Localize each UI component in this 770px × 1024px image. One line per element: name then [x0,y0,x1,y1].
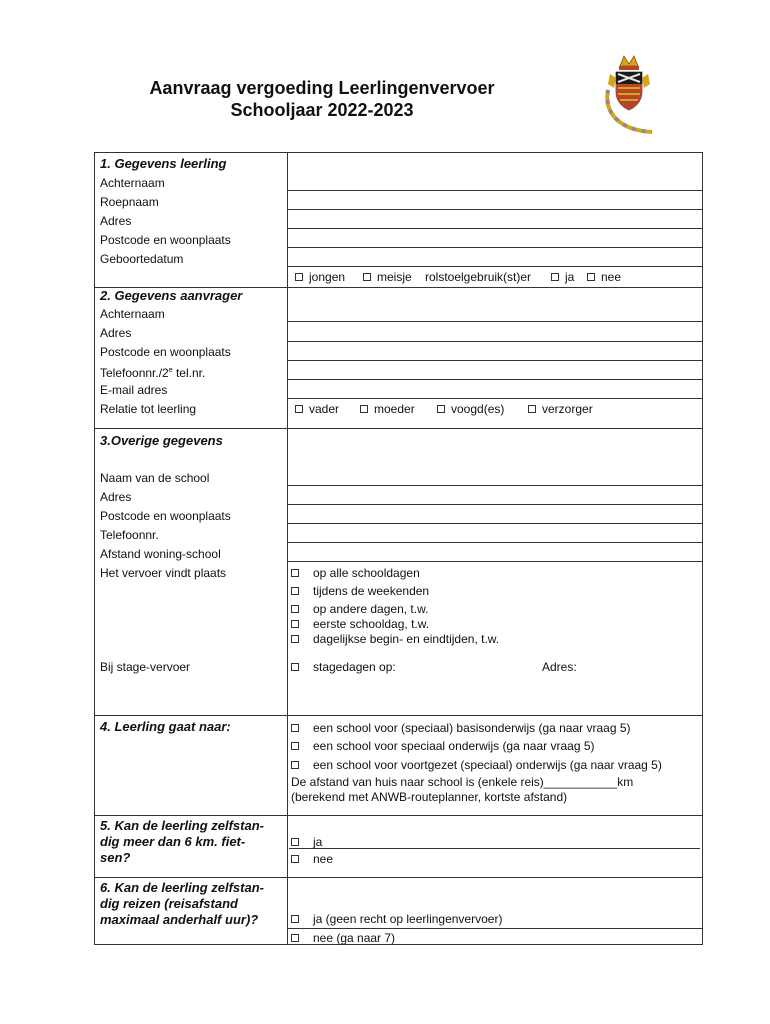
field-line [287,360,703,361]
distance-statement: De afstand van huis naar school is (enkele reis)___________km [291,775,634,789]
section-heading-cycling: dig meer dan 6 km. fiet- [100,834,246,849]
field-line [287,321,703,322]
section-divider [94,428,703,429]
field-label-surname: Achternaam [100,176,165,190]
field-label-email: E-mail adres [100,383,168,397]
field-label-postcode-city: Postcode en woonplaats [100,233,231,247]
option-label-no: nee [601,270,622,284]
field-label-phone [100,364,205,380]
checkbox-school-basic[interactable] [291,724,299,732]
option-label-yes: ja [565,270,575,284]
phone-label-superscript: e [168,367,173,374]
checkbox-boy[interactable] [295,273,303,281]
checkbox-travel-no[interactable] [291,934,299,942]
field-line [287,209,703,210]
option-label-girl: meisje [377,270,412,284]
checkbox-cycling-yes[interactable] [291,838,299,846]
section-heading-school-type: 4. Leerling gaat naar: [100,719,231,734]
checkbox-transport-daily-times[interactable] [291,635,299,643]
section-divider [94,877,703,878]
field-label-school-name: Naam van de school [100,471,210,485]
section-heading-student: 1. Gegevens leerling [100,156,227,171]
section-divider [94,815,703,816]
page-subtitle: Schooljaar 2022-2023 [230,100,414,120]
field-line [287,523,703,524]
field-label-transport: Het vervoer vindt plaats [100,566,227,580]
option-label-father: vader [309,402,340,416]
section-heading-cycling: 5. Kan de leerling zelfstan- [100,818,264,833]
section-heading-travel: 6. Kan de leerling zelfstan- [100,880,264,895]
wheelchair-label: rolstoelgebruik(st)er [425,270,532,284]
field-line [287,398,703,399]
option-label-guardian: voogd(es) [451,402,505,416]
field-line [287,228,703,229]
option-label-transport: eerste schooldag, t.w. [313,617,430,631]
option-label-boy: jongen [309,270,346,284]
option-label-caretaker: verzorger [542,402,593,416]
checkbox-school-secondary[interactable] [291,761,299,769]
section-heading-travel: maximaal anderhalf uur)? [100,912,259,927]
field-label-postcode-city: Postcode en woonplaats [100,345,231,359]
option-label-school-type: een school voor voortgezet (speciaal) onderwijs (ga naar vraag 5) [313,758,662,772]
option-label-internship-days: stagedagen op: [313,660,396,674]
option-label-travel-yes: ja (geen recht op leerlingenvervoer) [313,912,503,926]
checkbox-school-special[interactable] [291,742,299,750]
checkbox-travel-yes[interactable] [291,915,299,923]
field-label-relation: Relatie tot leerling [100,402,197,416]
checkbox-internship-days[interactable] [291,663,299,671]
option-label-travel-no: nee (ga naar 7) [313,931,396,945]
checkbox-transport-all-days[interactable] [291,569,299,577]
checkbox-wheelchair-yes[interactable] [551,273,559,281]
checkbox-girl[interactable] [363,273,371,281]
field-label-address: Adres [100,490,132,504]
checkbox-cycling-no[interactable] [291,855,299,863]
option-label-no: nee [313,852,334,866]
checkbox-caretaker[interactable] [528,405,536,413]
field-label-surname: Achternaam [100,307,165,321]
checkbox-wheelchair-no[interactable] [587,273,595,281]
field-line [287,485,703,486]
checkbox-guardian[interactable] [437,405,445,413]
checkbox-mother[interactable] [360,405,368,413]
field-line [287,266,703,267]
phone-label-text: Telefoonnr./2 [100,366,169,380]
section-heading-travel: dig reizen (reisafstand [100,896,238,911]
internship-address-label: Adres: [542,660,577,674]
section-heading-applicant: 2. Gegevens aanvrager [100,288,243,303]
phone-label-suffix: tel.nr. [172,366,206,380]
option-label-school-type: een school voor (speciaal) basisonderwijs (ga naar vraag 5) [313,721,631,735]
field-label-distance: Afstand woning-school [100,547,221,561]
field-line [287,504,703,505]
municipal-crest-logo [596,52,662,142]
field-line [289,848,700,849]
option-label-transport: dagelijkse begin- en eindtijden, t.w. [313,632,500,646]
option-label-transport: op alle schooldagen [313,566,420,580]
field-label-address: Adres [100,214,132,228]
field-label-birthdate: Geboortedatum [100,252,184,266]
field-line [287,190,703,191]
section-heading-other: 3.Overige gegevens [100,433,223,448]
field-label-postcode-city: Postcode en woonplaats [100,509,231,523]
field-label-address: Adres [100,326,132,340]
checkbox-transport-other-days[interactable] [291,605,299,613]
field-label-internship: Bij stage-vervoer [100,660,191,674]
field-line [287,341,703,342]
option-label-mother: moeder [374,402,415,416]
field-line [287,561,703,562]
section-divider [94,715,703,716]
field-line [287,928,703,929]
checkbox-father[interactable] [295,405,303,413]
field-label-first-name: Roepnaam [100,195,159,209]
option-label-school-type: een school voor speciaal onderwijs (ga naar vraag 5) [313,739,595,753]
option-label-transport: tijdens de weekenden [313,584,430,598]
section-heading-cycling: sen? [100,850,131,865]
field-line [287,379,703,380]
option-label-transport: op andere dagen, t.w. [313,602,429,616]
distance-note: (berekend met ANWB-routeplanner, kortste afstand) [291,790,568,804]
field-line [287,247,703,248]
option-label-yes: ja [313,835,323,849]
column-divider [287,152,288,945]
field-label-phone: Telefoonnr. [100,528,159,542]
field-line [287,542,703,543]
checkbox-transport-weekends[interactable] [291,587,299,595]
checkbox-transport-first-day[interactable] [291,620,299,628]
page-title: Aanvraag vergoeding Leerlingenvervoer [149,78,495,98]
